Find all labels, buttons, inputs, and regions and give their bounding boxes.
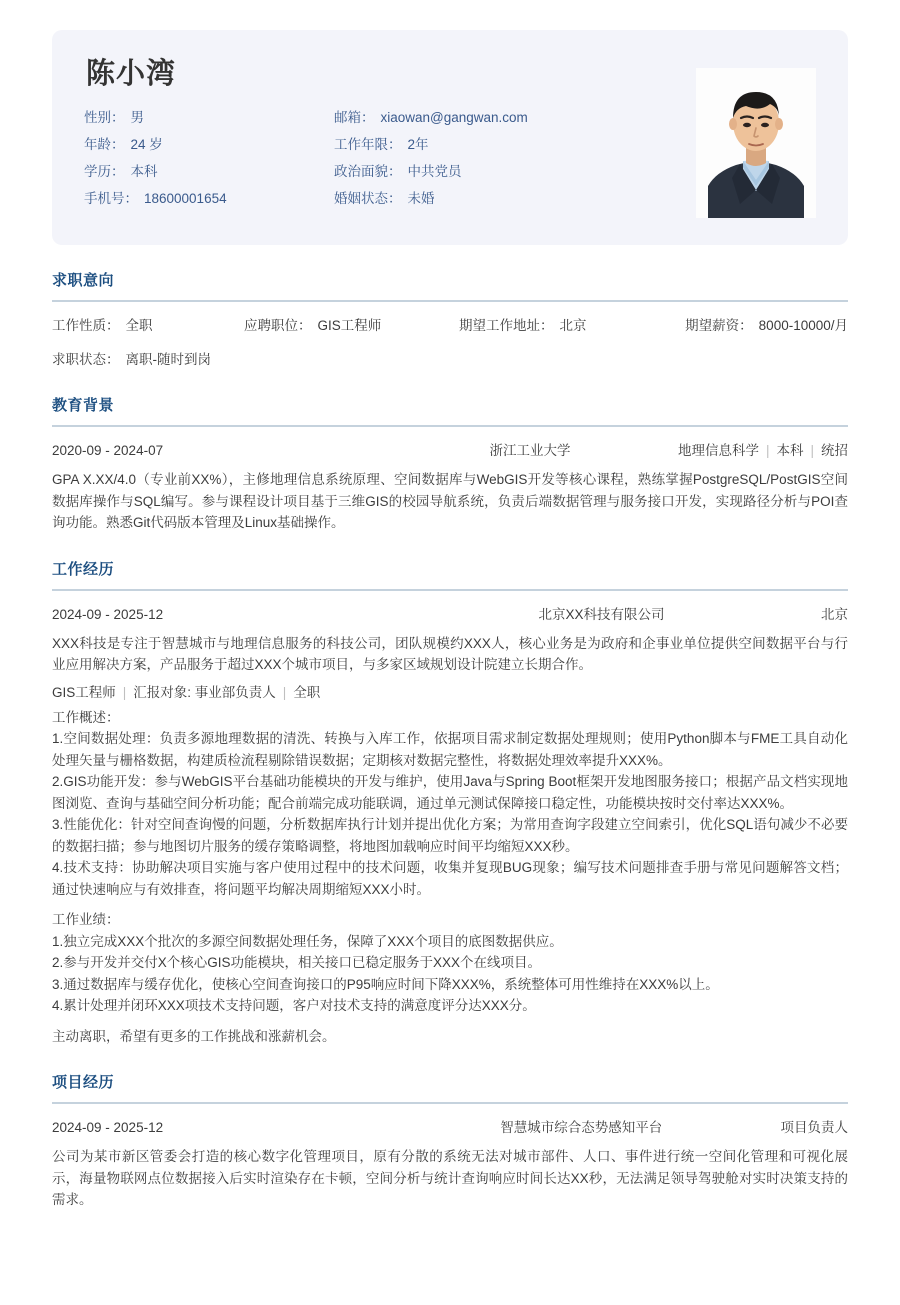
project-name: 智慧城市综合态势感知平台 bbox=[500, 1120, 663, 1135]
info-email-label: 邮箱： bbox=[334, 110, 375, 125]
education-major: 地理信息科学 bbox=[677, 443, 759, 458]
info-experience-years-value: 2年 bbox=[407, 137, 429, 152]
work-entry-header bbox=[52, 605, 848, 625]
separator-icon: | bbox=[122, 684, 127, 700]
section-divider bbox=[52, 1102, 848, 1104]
intent-job-type bbox=[52, 316, 244, 336]
education-entry-header bbox=[52, 441, 848, 461]
intent-status bbox=[52, 350, 244, 370]
info-email bbox=[334, 109, 684, 127]
separator-icon: | bbox=[810, 443, 814, 458]
spacer bbox=[52, 1017, 848, 1026]
info-political-status bbox=[334, 163, 684, 181]
intent-salary bbox=[685, 316, 848, 336]
work-report-to: 汇报对象: 事业部负责人 bbox=[133, 684, 276, 700]
section-divider bbox=[52, 589, 848, 591]
education-admission-type: 统招 bbox=[821, 443, 848, 458]
profile-header-card bbox=[52, 30, 848, 245]
education-tags bbox=[678, 441, 848, 461]
info-experience-years bbox=[334, 136, 684, 154]
info-phone-label: 手机号： bbox=[84, 191, 138, 206]
job-intent-row-1 bbox=[52, 316, 848, 336]
intent-location bbox=[459, 316, 668, 336]
profile-info-grid bbox=[84, 109, 684, 208]
work-achievement-item-1: 1.独立完成XXX个批次的多源空间数据处理任务，保障了XXX个项目的底图数据供应。 bbox=[52, 933, 563, 949]
work-role-title: GIS工程师 bbox=[52, 684, 116, 700]
intent-status-value: 离职-随时到岗 bbox=[125, 352, 211, 367]
info-experience-years-label: 工作年限： bbox=[334, 137, 402, 152]
info-age-value: 24 岁 bbox=[130, 137, 163, 152]
project-role: 项目负责人 bbox=[780, 1120, 848, 1135]
info-gender-value: 男 bbox=[130, 110, 144, 125]
work-achievement-title: 工作业绩： bbox=[52, 912, 120, 927]
project-date: 2024-09 - 2025-12 bbox=[52, 1120, 164, 1135]
section-job-intent bbox=[52, 271, 848, 370]
intent-location-label: 期望工作地址： bbox=[459, 318, 554, 333]
intent-job-type-value: 全职 bbox=[125, 318, 153, 333]
education-school: 浙江工业大学 bbox=[489, 443, 571, 458]
section-project-experience-title: 项目经历 bbox=[52, 1074, 115, 1091]
info-age-label: 年龄： bbox=[84, 137, 125, 152]
work-role-tags bbox=[52, 683, 848, 703]
intent-status-label: 求职状态： bbox=[52, 352, 120, 367]
separator-icon: | bbox=[282, 684, 287, 700]
work-achievement-item-4: 4.累计处理并闭环XXX项技术支持问题，客户对技术支持的满意度评分达XXX分。 bbox=[52, 998, 536, 1013]
section-divider bbox=[52, 425, 848, 427]
info-gender bbox=[84, 109, 334, 127]
section-work-experience-title: 工作经历 bbox=[52, 560, 115, 578]
info-marital-status-value: 未婚 bbox=[407, 191, 435, 206]
work-company-intro: XXX科技是专注于智慧城市与地理信息服务的科技公司，团队规模约XXX人，核心业务是为政府和企事业单位提供空间数据平台与行业应用解决方案，产品服务于超过XXX个城市项目，与多家区域规划设计院建立长期合作。 bbox=[52, 635, 848, 672]
work-overview-item-2: 2.GIS功能开发：参与WebGIS平台基础功能模块的开发与维护，使用Java与Spring Boot框架开发地图服务接口；根据产品文档实现地图浏览、查询与基础空间分析功能；配合前端完成功能联调，通过单元测试保障接口稳定性，功能模块按时交付率达XXX%。 bbox=[52, 774, 848, 811]
info-marital-status bbox=[334, 190, 684, 208]
info-email-value: xiaowan@gangwan.com bbox=[380, 110, 528, 125]
intent-position-value: GIS工程师 bbox=[317, 318, 382, 333]
info-marital-status-label: 婚姻状态： bbox=[334, 191, 402, 206]
info-education-level bbox=[84, 163, 334, 181]
info-phone-value: 18600001654 bbox=[144, 191, 227, 206]
section-job-intent-title: 求职意向 bbox=[52, 272, 115, 289]
section-work-experience bbox=[52, 560, 848, 1048]
info-political-status-label: 政治面貌： bbox=[334, 164, 402, 179]
work-date: 2024-09 - 2025-12 bbox=[52, 606, 164, 622]
education-degree: 本科 bbox=[776, 443, 804, 458]
info-age bbox=[84, 136, 334, 154]
work-overview-item-1: 1.空间数据处理：负责多源地理数据的清洗、转换与入库工作，依据项目需求制定数据处理规则；使用Python脚本与FME工具自动化处理矢量与栅格数据，构建质检流程剔除错误数据；定期核对数据完整性，将数据处理效率提升XXX%。 bbox=[52, 731, 848, 768]
intent-position-label: 应聘职位： bbox=[244, 318, 312, 333]
education-date: 2020-09 - 2024-07 bbox=[52, 443, 164, 458]
intent-position bbox=[244, 316, 459, 336]
work-leave-reason: 主动离职，希望有更多的工作挑战和涨薪机会。 bbox=[52, 1028, 336, 1044]
work-location: 北京 bbox=[821, 606, 848, 622]
candidate-photo bbox=[696, 68, 816, 218]
work-achievement-item-2: 2.参与开发并交付X个核心GIS功能模块，相关接口已稳定服务于XXX个在线项目。 bbox=[52, 955, 542, 970]
section-divider bbox=[52, 300, 848, 302]
info-education-level-label: 学历： bbox=[84, 164, 125, 179]
work-company: 北京XX科技有限公司 bbox=[538, 606, 665, 622]
info-gender-label: 性别： bbox=[84, 110, 125, 125]
intent-job-type-label: 工作性质： bbox=[52, 318, 120, 333]
work-overview-item-4: 4.技术支持：协助解决项目实施与客户使用过程中的技术问题，收集并复现BUG现象；编写技术问题排查手册与常见问题解答文档；通过快速响应与有效排查，将问题平均解决周期缩短XXX小时。 bbox=[52, 860, 848, 897]
work-overview-title: 工作概述： bbox=[52, 709, 120, 725]
resume-page bbox=[0, 30, 900, 1305]
education-description: GPA X.XX/4.0（专业前XX%），主修地理信息系统原理、空间数据库与WebGIS开发等核心课程，熟练掌握PostgreSQL/PostGIS空间数据库操作与SQL编写。参与课程设计项目基于三维GIS的校园导航系统，负责后端数据管理与服务接口开发，实现路径分析与POI查询功能。熟悉Git代码版本管理及Linux基础操作。 bbox=[52, 472, 848, 530]
separator-icon: | bbox=[765, 443, 770, 458]
section-project-experience bbox=[52, 1073, 848, 1211]
info-political-status-value: 中共党员 bbox=[407, 164, 462, 179]
project-entry-header bbox=[52, 1118, 848, 1138]
intent-salary-label: 期望薪资： bbox=[685, 318, 753, 333]
spacer bbox=[52, 900, 848, 909]
intent-salary-value: 8000-10000/月 bbox=[758, 318, 848, 333]
job-intent-row-2 bbox=[52, 350, 848, 370]
project-description: 公司为某市新区管委会打造的核心数字化管理项目，原有分散的系统无法对城市部件、人口、事件进行统一空间化管理和可视化展示，海量物联网点位数据接入后实时渲染存在卡顿，空间分析与统计查询响应时间长达XX秒，无法满足领导驾驶舱对实时决策支持的需求。 bbox=[52, 1149, 848, 1207]
info-education-level-value: 本科 bbox=[130, 164, 158, 179]
work-achievement-item-3: 3.通过数据库与缓存优化，使核心空间查询接口的P95响应时间下降XXX%，系统整体可用性维持在XXX%以上。 bbox=[52, 976, 719, 992]
section-education bbox=[52, 396, 848, 534]
info-phone bbox=[84, 190, 334, 208]
work-overview-item-3: 3.性能优化：针对空间查询慢的问题，分析数据库执行计划并提出优化方案；为常用查询字段建立空间索引，优化SQL语句减少不必要的数据扫描；参与地图切片服务的缓存策略调整，将地图加载响应时间平均缩短XXX秒。 bbox=[52, 817, 848, 854]
candidate-name: 陈小湾 bbox=[86, 58, 177, 90]
intent-location-value: 北京 bbox=[559, 318, 587, 333]
work-employment-type: 全职 bbox=[293, 684, 321, 700]
section-education-title: 教育背景 bbox=[52, 397, 115, 414]
